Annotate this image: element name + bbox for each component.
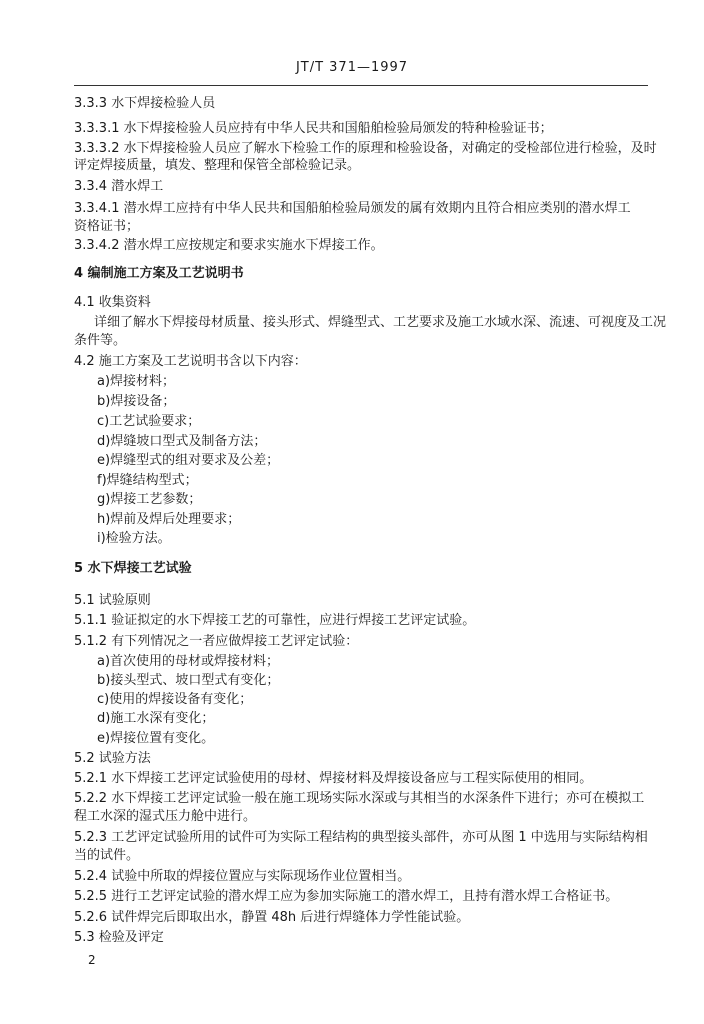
line-4-1-body-cont: 条件等。 — [74, 333, 127, 348]
line-4-2: 4.2 施工方案及工艺说明书含以下内容： — [74, 354, 307, 369]
list-item-5-d: d)施工水深有变化； — [97, 711, 215, 726]
line-5-2: 5.2 试验方法 — [74, 751, 151, 766]
list-item-i: i)检验方法。 — [97, 531, 171, 546]
list-item-5-e: e)焊接位置有变化。 — [97, 731, 215, 746]
list-item-g: g)焊接工艺参数； — [97, 492, 202, 507]
list-item-5-b: b)接头型式、坡口型式有变化； — [97, 673, 280, 688]
line-3-3-4-1-cont: 资格证书； — [74, 219, 140, 234]
line-5-2-3: 5.2.3 工艺评定试验所用的试件可为实际工程结构的典型接头部件，亦可从图 1 中选用与实际结构相 — [74, 830, 648, 845]
list-item-d: d)焊缝坡口型式及制备方法； — [97, 434, 267, 449]
list-item-5-a: a)首次使用的母材或焊接材料； — [97, 654, 280, 669]
line-3-3-3-2-cont: 评定焊接质量，填发、整理和保管全部检验记录。 — [74, 158, 361, 173]
line-3-3-4-2: 3.3.4.2 潜水焊工应按规定和要求实施水下焊接工作。 — [74, 238, 384, 253]
page-header: JT/T 371—1997 — [295, 60, 409, 75]
line-3-3-3-2: 3.3.3.2 水下焊接检验人员应了解水下检验工作的原理和检验设备，对确定的受检部位进行检验，及时 — [74, 141, 657, 156]
line-5-2-4: 5.2.4 试验中所取的焊接位置应与实际现场作业位置相当。 — [74, 869, 411, 884]
line-5-2-2: 5.2.2 水下焊接工艺评定试验一般在施工现场实际水深或与其相当的水深条件下进行；亦可在模拟工 — [74, 791, 645, 806]
line-5-3: 5.3 检验及评定 — [74, 930, 164, 945]
page-number: 2 — [88, 953, 96, 967]
line-3-3-4-1: 3.3.4.1 潜水焊工应持有中华人民共和国船舶检验局颁发的属有效期内且符合相应类别的潜水焊工 — [74, 201, 631, 216]
line-5-2-1: 5.2.1 水下焊接工艺评定试验使用的母材、焊接材料及焊接设备应与工程实际使用的相同。 — [74, 771, 593, 786]
list-item-f: f)焊缝结构型式； — [97, 473, 198, 488]
line-5-1: 5.1 试验原则 — [74, 593, 151, 608]
line-5-2-5: 5.2.5 进行工艺评定试验的潜水焊工应为参加实际施工的潜水焊工，且持有潜水焊工合格证书。 — [74, 889, 619, 904]
list-item-a: a)焊接材料； — [97, 374, 176, 389]
line-5-2-2-cont: 程工水深的湿式压力舱中进行。 — [74, 809, 257, 824]
section-5-heading: 5 水下焊接工艺试验 — [74, 561, 192, 576]
header-rule — [74, 85, 648, 86]
line-5-1-1: 5.1.1 验证拟定的水下焊接工艺的可靠性，应进行焊接工艺评定试验。 — [74, 613, 476, 628]
line-3-3-3: 3.3.3 水下焊接检验人员 — [74, 96, 216, 111]
line-5-2-3-cont: 当的试件。 — [74, 848, 140, 863]
line-3-3-3-1: 3.3.3.1 水下焊接检验人员应持有中华人民共和国船舶检验局颁发的特种检验证书； — [74, 121, 553, 136]
list-item-e: e)焊缝型式的组对要求及公差； — [97, 453, 280, 468]
section-4-heading: 4 编制施工方案及工艺说明书 — [74, 266, 244, 281]
line-3-3-4: 3.3.4 潜水焊工 — [74, 179, 164, 194]
line-5-1-2: 5.1.2 有下列情况之一者应做焊接工艺评定试验： — [74, 634, 359, 649]
list-item-c: c)工艺试验要求； — [97, 414, 201, 429]
list-item-b: b)焊接设备； — [97, 394, 176, 409]
list-item-5-c: c)使用的焊接设备有变化； — [97, 692, 253, 707]
line-4-1: 4.1 收集资料 — [74, 295, 151, 310]
line-4-1-body: 详细了解水下焊接母材质量、接头形式、焊缝型式、工艺要求及施工水域水深、流速、可视度及工况 — [94, 315, 667, 330]
list-item-h: h)焊前及焊后处理要求； — [97, 512, 241, 527]
line-5-2-6: 5.2.6 试件焊完后即取出水，静置 48h 后进行焊缝体力学性能试验。 — [74, 910, 470, 925]
